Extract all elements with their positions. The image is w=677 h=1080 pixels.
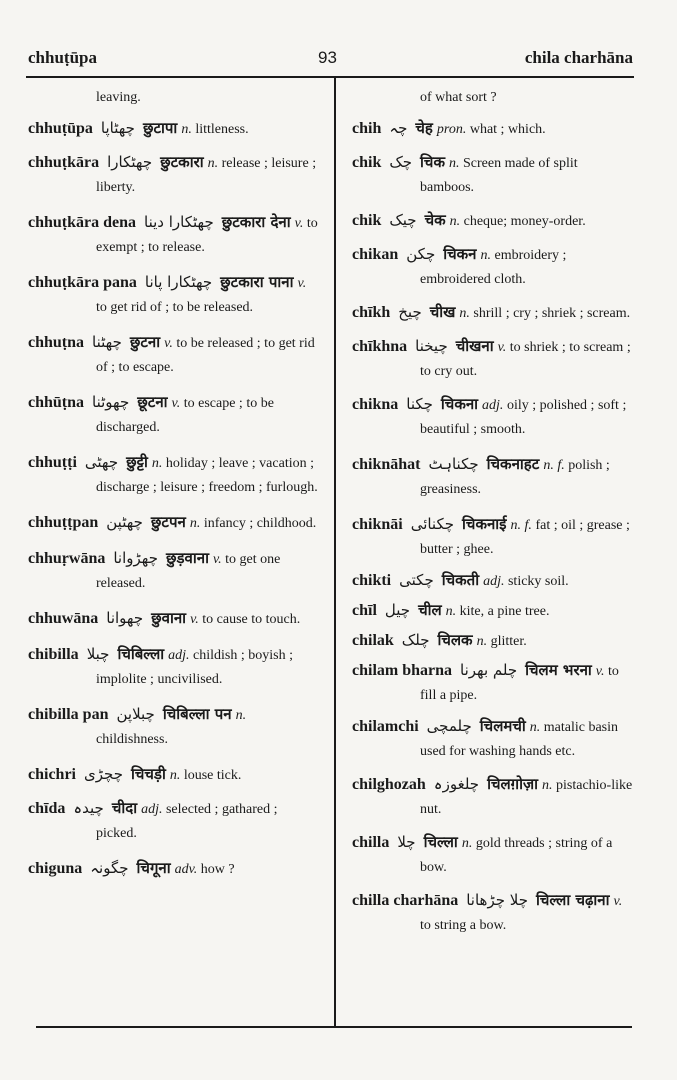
part-of-speech: n.	[480, 248, 491, 263]
hindi-form: चिकना	[440, 395, 479, 413]
part-of-speech: n.	[189, 516, 201, 531]
urdu-form: چلا	[397, 833, 416, 851]
hindi-form: चिलग़ोज़ा	[487, 775, 538, 793]
part-of-speech: v.	[595, 664, 605, 679]
part-of-speech: n.	[542, 778, 553, 793]
dictionary-entry	[352, 598, 634, 624]
urdu-form: چکناہٹ	[428, 455, 479, 473]
page-number: 93	[318, 48, 337, 67]
urdu-form: چچڑی	[84, 765, 123, 783]
hindi-form: छुटपन	[150, 513, 186, 531]
definition: embroidery ; embroidered cloth.	[420, 248, 567, 287]
urdu-form: چھٹی	[84, 453, 119, 471]
part-of-speech: adv.	[174, 862, 198, 877]
urdu-form: چلا چڑھانا	[466, 891, 528, 909]
headword: chikna	[352, 396, 399, 413]
urdu-form: چلم بھرنا	[460, 661, 518, 679]
headword: chhuṭkāra	[28, 154, 100, 171]
headword: chilamchi	[352, 718, 419, 735]
dictionary-entry	[28, 150, 318, 200]
dictionary-entry	[28, 330, 318, 380]
headword: chih	[352, 120, 382, 137]
dictionary-entry	[352, 830, 634, 880]
dictionary-entry	[28, 450, 318, 500]
hindi-form: चिक	[420, 153, 445, 171]
dictionary-entry	[28, 546, 318, 596]
definition: to escape ; to be discharged.	[96, 396, 274, 435]
urdu-form: چیخ	[398, 303, 422, 321]
hindi-form: छुटकारा पाना	[220, 273, 294, 291]
dictionary-entry	[28, 762, 318, 788]
dictionary-entry	[352, 888, 634, 938]
dictionary-entry	[352, 242, 634, 292]
dictionary-entry	[28, 702, 318, 752]
definition: to string a bow.	[420, 918, 507, 933]
hindi-form: छुटापा	[142, 119, 178, 137]
hindi-form: छूटना	[137, 393, 168, 411]
urdu-form: چھٹپن	[106, 513, 143, 531]
urdu-form: چگونہ	[90, 859, 129, 877]
part-of-speech: v.	[294, 216, 304, 231]
headword: chhuṛwāna	[28, 550, 106, 567]
urdu-form: چیخنا	[415, 337, 448, 355]
urdu-form: چکن	[406, 245, 436, 263]
definition: fat ; oil ; grease ; butter ; ghee.	[420, 518, 630, 557]
hindi-form: चिगूना	[136, 859, 171, 877]
definition: what ; which.	[469, 122, 546, 137]
footer-rule	[36, 1026, 632, 1028]
definition: cheque; money-order.	[463, 214, 586, 229]
urdu-form: چھوانا	[106, 609, 144, 627]
continued-definition: leaving.	[96, 90, 141, 105]
urdu-form: چھوٹنا	[92, 393, 130, 411]
hindi-form: चिकनाहट	[486, 455, 540, 473]
urdu-form: چھٹکارا پانا	[144, 273, 213, 291]
part-of-speech: v.	[171, 396, 181, 411]
hindi-form: चिकनाई	[462, 515, 507, 533]
continued-text	[352, 86, 634, 110]
guide-word-left: chhuṭūpa	[28, 48, 97, 67]
hindi-form: चेह	[415, 119, 433, 137]
definition: glitter.	[490, 634, 527, 649]
continued-definition: of what sort ?	[420, 90, 497, 105]
hindi-form: छुवाना	[151, 609, 187, 627]
dictionary-entry	[28, 270, 318, 320]
dictionary-entry	[352, 334, 634, 384]
definition: childishness.	[96, 732, 168, 747]
urdu-form: چک	[389, 153, 413, 171]
left-column	[28, 86, 318, 882]
definition: release ; leisure ; liberty.	[96, 156, 317, 195]
headword: chik	[352, 154, 382, 171]
urdu-form: چکنا	[406, 395, 433, 413]
headword: chīda	[28, 800, 66, 817]
headword: chhuṭna	[28, 334, 85, 351]
hindi-form: चिलमची	[479, 717, 526, 735]
hindi-form: चेक	[424, 211, 446, 229]
part-of-speech: n.	[448, 156, 460, 171]
definition: kite, a pine tree.	[459, 604, 550, 619]
urdu-form: چلک	[401, 631, 430, 649]
definition: to shriek ; to scream ; to cry out.	[420, 340, 631, 379]
part-of-speech: n.	[181, 122, 192, 137]
part-of-speech: v.	[497, 340, 507, 355]
urdu-form: چبلا	[86, 645, 110, 663]
part-of-speech: adj.	[141, 802, 163, 817]
hindi-form: चिकन	[443, 245, 477, 263]
urdu-form: چھٹکارا	[107, 153, 153, 171]
urdu-form: چیل	[384, 601, 411, 619]
definition: shrill ; cry ; shriek ; scream.	[473, 306, 631, 321]
dictionary-entry	[352, 714, 634, 764]
definition: gold threads ; string of a bow.	[420, 836, 613, 875]
headword: chikti	[352, 572, 392, 589]
part-of-speech: n.	[461, 836, 473, 851]
dictionary-entry	[352, 300, 634, 326]
definition: to be released ; to get rid of ; to escape.	[96, 336, 315, 375]
headword: chhuwāna	[28, 610, 99, 627]
hindi-form: छुटकारा देना	[221, 213, 291, 231]
dictionary-entry	[352, 150, 634, 200]
dictionary-entry	[28, 796, 318, 846]
headword: chilla charhāna	[352, 892, 459, 909]
hindi-form: चीख	[429, 303, 456, 321]
dictionary-entry	[28, 856, 318, 882]
definition: to fill a pipe.	[420, 664, 619, 703]
part-of-speech: pron.	[436, 122, 467, 137]
headword: chilam bharna	[352, 662, 453, 679]
dictionary-entry	[352, 628, 634, 654]
hindi-form: चिलक	[437, 631, 473, 649]
part-of-speech: n. f.	[510, 518, 532, 533]
page-header	[0, 44, 677, 74]
headword: chiguna	[28, 860, 83, 877]
part-of-speech: v.	[164, 336, 173, 351]
part-of-speech: n.	[151, 456, 163, 471]
part-of-speech: n.	[476, 634, 488, 649]
part-of-speech: v.	[613, 894, 623, 909]
headword: chibilla pan	[28, 706, 109, 723]
definition: to cause to touch.	[202, 612, 301, 627]
hindi-form: चिकती	[441, 571, 480, 589]
urdu-form: چھٹنا	[92, 333, 122, 351]
dictionary-entry	[28, 510, 318, 536]
part-of-speech: v.	[297, 276, 307, 291]
continued-text	[28, 86, 318, 110]
definition: louse tick.	[183, 768, 242, 783]
urdu-form: چلمچی	[426, 717, 472, 735]
definition: infancy ; childhood.	[203, 516, 317, 531]
part-of-speech: n.	[235, 708, 247, 723]
urdu-form: چلغوزہ	[433, 775, 480, 793]
right-column	[352, 86, 634, 938]
headword: chhuṭūpa	[28, 120, 93, 137]
urdu-form: چھڑوانا	[113, 549, 158, 567]
urdu-form: چہ	[389, 119, 408, 137]
headword: chhuṭṭi	[28, 454, 77, 471]
definition: Screen made of split bamboos.	[420, 156, 578, 195]
definition: to get one released.	[96, 552, 281, 591]
part-of-speech: adj.	[482, 398, 504, 413]
definition: oily ; polished ; soft ; beautiful ; smooth.	[420, 398, 627, 437]
dictionary-entry	[28, 642, 318, 692]
dictionary-entry	[28, 116, 318, 142]
definition: how ?	[200, 862, 235, 877]
part-of-speech: v.	[190, 612, 199, 627]
hindi-form: छुड़वाना	[165, 549, 209, 567]
part-of-speech: n.	[169, 768, 181, 783]
hindi-form: छुटना	[129, 333, 161, 351]
headword: chīkh	[352, 304, 391, 321]
part-of-speech: v.	[212, 552, 222, 567]
headword: chhuṭṭpan	[28, 514, 99, 531]
part-of-speech: n.	[449, 214, 461, 229]
urdu-form: چبلاپن	[116, 705, 155, 723]
hindi-form: चीदा	[111, 799, 138, 817]
part-of-speech: n.	[445, 604, 457, 619]
dictionary-entry	[352, 658, 634, 708]
definition: to exempt ; to release.	[96, 216, 318, 255]
dictionary-entry	[28, 606, 318, 632]
urdu-form: چیک	[389, 211, 417, 229]
dictionary-entry	[28, 210, 318, 260]
definition: selected ; gathared ; picked.	[96, 802, 278, 841]
headword: chikan	[352, 246, 399, 263]
hindi-form: चिलम भरना	[525, 661, 592, 679]
part-of-speech: adj.	[168, 648, 190, 663]
dictionary-entry	[352, 512, 634, 562]
part-of-speech: adj.	[483, 574, 505, 589]
urdu-form: چیدہ	[73, 799, 104, 817]
header-rule	[26, 76, 634, 78]
headword: chibilla	[28, 646, 79, 663]
headword: chhuṭkāra pana	[28, 274, 137, 291]
dictionary-entry	[352, 116, 634, 142]
definition: matalic basin used for washing hands etc.	[420, 720, 619, 759]
definition: littleness.	[195, 122, 249, 137]
column-divider	[334, 76, 336, 1027]
headword: chilla	[352, 834, 390, 851]
headword: chiknāhat	[352, 456, 421, 473]
headword: chhūṭna	[28, 394, 85, 411]
hindi-form: चीखना	[455, 337, 494, 355]
headword: chik	[352, 212, 382, 229]
definition: holiday ; leave ; vacation ; discharge ; leisure ; freedom ; furlough.	[96, 456, 318, 495]
urdu-form: چکنائی	[410, 515, 455, 533]
urdu-form: چھٹاپا	[100, 119, 135, 137]
hindi-form: चिल्ला चढ़ाना	[536, 891, 610, 909]
dictionary-entry	[352, 452, 634, 502]
dictionary-entry	[352, 772, 634, 822]
part-of-speech: n.	[529, 720, 541, 735]
hindi-form: छुटकारा	[160, 153, 204, 171]
guide-word-right: chila charhāna	[524, 48, 633, 67]
definition: childish ; boyish ; implolite ; uncivilised.	[96, 648, 293, 687]
definition: pistachio-like nut.	[420, 778, 633, 817]
headword: chhuṭkāra dena	[28, 214, 137, 231]
definition: sticky soil.	[507, 574, 569, 589]
hindi-form: छुट्टी	[126, 453, 148, 471]
urdu-form: چکتی	[399, 571, 434, 589]
definition: to get rid of ; to be released.	[96, 300, 254, 315]
hindi-form: चिबिल्ला पन	[162, 705, 232, 723]
headword: chīkhna	[352, 338, 408, 355]
dictionary-entry	[352, 568, 634, 594]
headword: chilak	[352, 632, 394, 649]
dictionary-entry	[352, 392, 634, 442]
hindi-form: चिल्ला	[423, 833, 458, 851]
dictionary-entry	[352, 208, 634, 234]
part-of-speech: n.	[459, 306, 470, 321]
part-of-speech: n.	[207, 156, 219, 171]
definition: polish ; greasiness.	[420, 458, 610, 497]
part-of-speech: n. f.	[543, 458, 565, 473]
hindi-form: चिबिल्ला	[117, 645, 165, 663]
hindi-form: चील	[418, 601, 442, 619]
headword: chichri	[28, 766, 76, 783]
headword: chīl	[352, 602, 377, 619]
urdu-form: چھٹکارا دینا	[144, 213, 214, 231]
headword: chilghozah	[352, 776, 426, 793]
dictionary-entry	[28, 390, 318, 440]
headword: chiknāi	[352, 516, 403, 533]
hindi-form: चिचड़ी	[130, 765, 166, 783]
